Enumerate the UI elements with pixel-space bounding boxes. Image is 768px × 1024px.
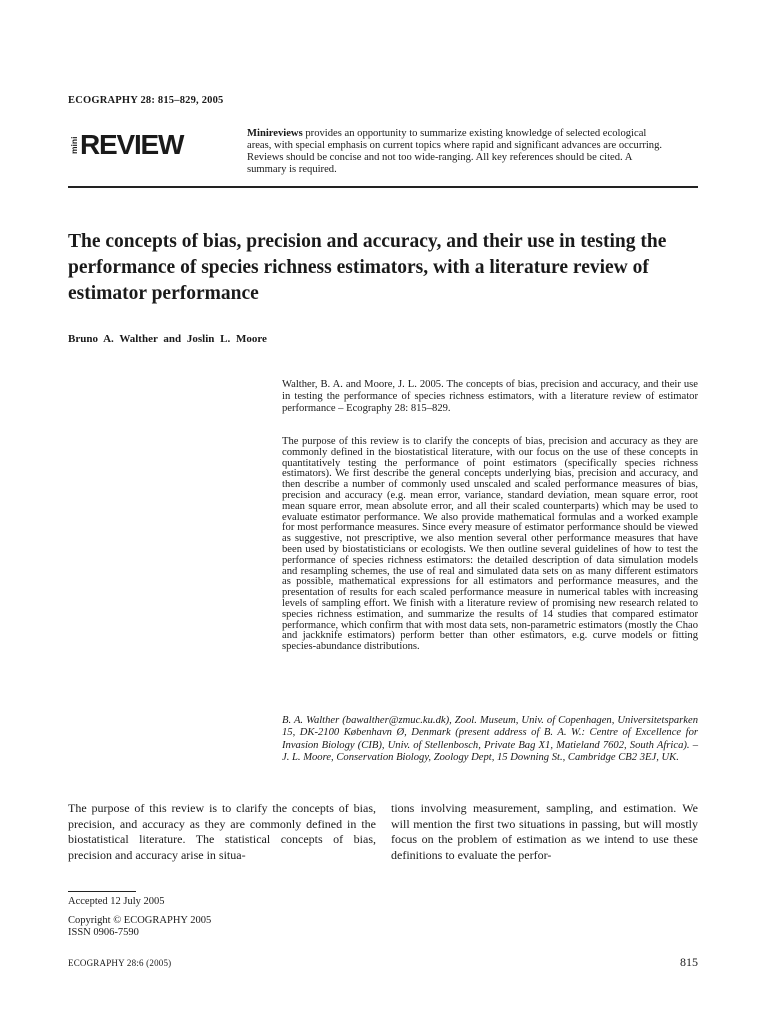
journal-reference: ECOGRAPHY 28: 815–829, 2005 — [68, 95, 224, 106]
article-abstract: The purpose of this review is to clarify the concepts of bias, precision and accuracy as they are commonly defined in the biostatistical literature, with our focus on the use of these concepts in quantitatively testing the performance of point estimators (specifically species richness estimators). We first describe the general concepts underlying bias, precision and accuracy, and then describe a number of commonly used unscaled and scaled performance measures of bias, precision and accuracy (e.g. mean error, variance, standard deviation, mean square error, root mean square error, mean absolute error, and all their scaled counterparts) which may be used to evaluate estimator performance. We also provide mathematical formulas and a worked example for most performance measures. Since every measure of estimator performance should be viewed as suggestive, not prescriptive, we also mention several other performance measures that have been used by biostatisticians or ecologists. We then outline several guidelines of how to test the performance of species richness estimators: the detailed description of data simulation models and resampling schemes, the use of real and simulated data sets on as many different estimators as possible, mathematical expressions for all estimators and performance measures, and the presentation of results for each scaled performance measure in numerical tables with increasing levels of sampling effort. We finish with a literature review of promising new research related to species richness estimation, and summarize the results of 14 studies that compared estimator performance, which confirm that with most data sets, non-parametric estimators (mostly the Chao and jackknife estimators) perform better than other estimators, e.g. curve models or fitting species-abundance distributions. — [282, 436, 698, 653]
author-affiliations: B. A. Walther (bawalther@zmuc.ku.dk), Zool. Museum, Univ. of Copenhagen, Universitetsparken 15, DK-2100 København Ø, Denmark (present address of B. A. W.: Centre of Excellence for Invasion Biology (CIB), Univ. of Stellenbosch, Private Bag X1, Matieland 7602, South Africa). – J. L. Moore, Conservation Biology, Zoology Dept, 15 Downing St., Cambridge CB2 3EJ, UK. — [282, 715, 698, 763]
body-text-left-column: The purpose of this review is to clarify the concepts of bias, precision, and accuracy as they are commonly defined in the biostatistical literature. The statistical concepts of bias, precision and accuracy arise in situa- — [68, 801, 376, 862]
minireviews-text: provides an opportunity to summarize existing knowledge of selected ecological areas, with special emphasis on current topics where rapid and significant advances are occurring. Reviews should be concise and not too wide-ranging. All key references should be cited. A summary is required. — [247, 128, 663, 175]
article-authors: Bruno A. Walther and Joslin L. Moore — [68, 333, 267, 345]
footnote-divider — [68, 891, 136, 892]
logo-review-text: REVIEW — [80, 129, 184, 160]
minireview-logo — [68, 127, 198, 163]
header-divider — [68, 186, 698, 188]
issn: ISSN 0906-7590 — [68, 927, 139, 938]
minireviews-description — [247, 128, 667, 176]
page-number: 815 — [680, 955, 698, 969]
accepted-date: Accepted 12 July 2005 — [68, 896, 165, 907]
footer-journal-issue: ECOGRAPHY 28:6 (2005) — [68, 958, 172, 968]
article-citation: Walther, B. A. and Moore, J. L. 2005. The concepts of bias, precision and accuracy, and their use in testing the performance of species richness estimators, with a literature review of estimator performance – Ecography 28: 815–829. — [282, 379, 698, 415]
minireviews-term: Minireviews — [247, 128, 303, 139]
logo-mini-text: mini — [69, 136, 79, 154]
article-title: The concepts of bias, precision and accuracy, and their use in testing the performance of species richness estimators, with a literature review of estimator performance — [68, 231, 667, 304]
body-text-right-column: tions involving measurement, sampling, and estimation. We will mention the first two situations in passing, but will mostly focus on the problem of estimation as we intend to use these definitions to evaluate the perfor- — [391, 801, 698, 862]
copyright-notice: Copyright © ECOGRAPHY 2005 — [68, 915, 212, 926]
